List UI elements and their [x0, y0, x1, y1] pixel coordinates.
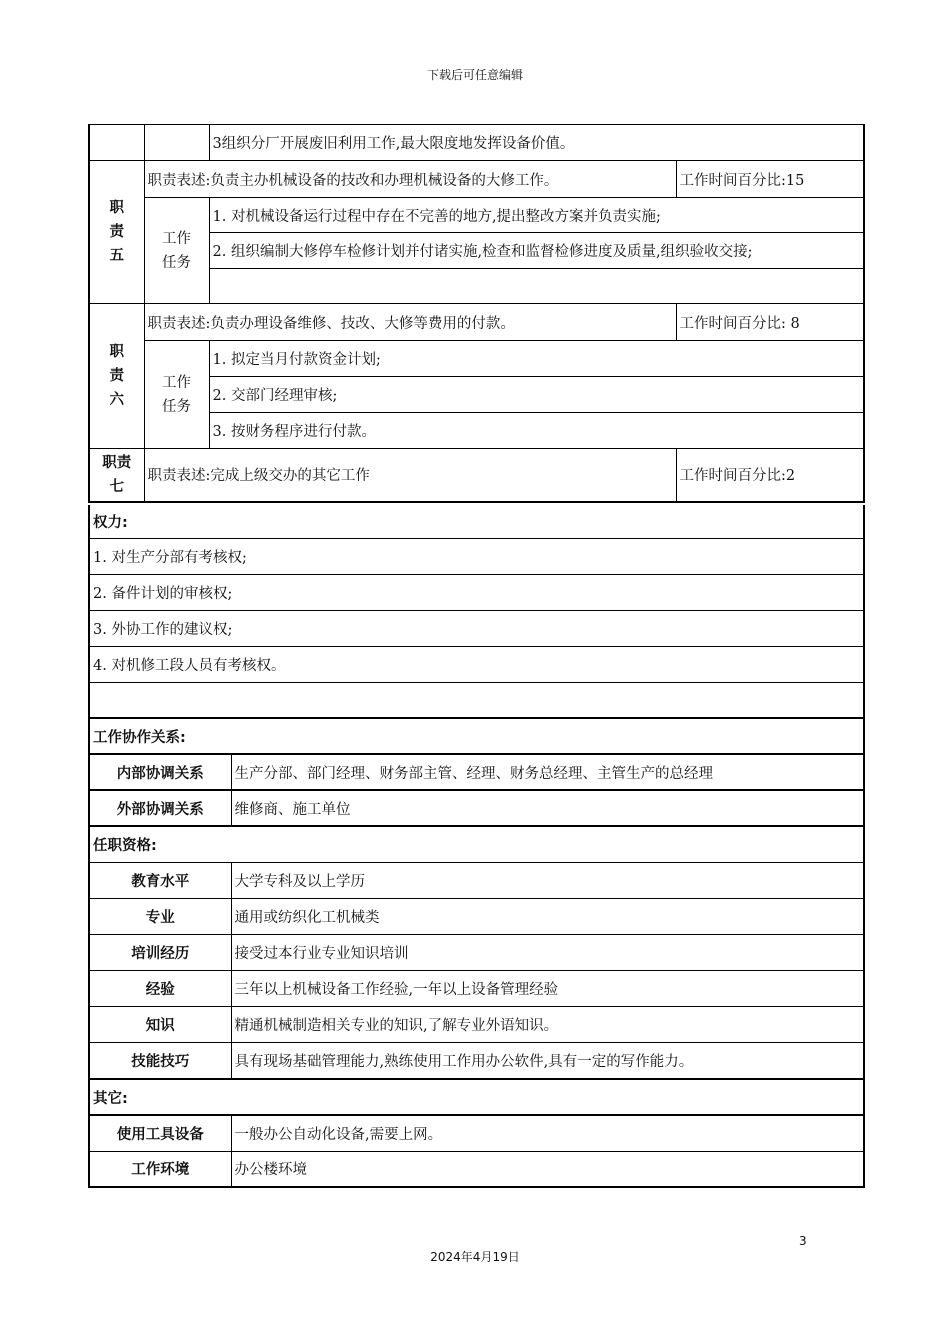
- duty5-time: 工作时间百分比:15: [676, 161, 864, 198]
- qual-experience-label: 经验: [89, 970, 231, 1006]
- other-tools-value: 一般办公自动化设备,需要上网。: [231, 1115, 864, 1151]
- other-tools-label: 使用工具设备: [89, 1115, 231, 1151]
- qual-knowledge-value: 精通机械制造相关专业的知识,了解专业外语知识。: [231, 1006, 864, 1042]
- duty5-desc: 职责表述:负责主办机械设备的技改和办理机械设备的大修工作。: [144, 161, 676, 198]
- duty6-task-2: 2. 交部门经理审核;: [209, 377, 864, 413]
- duty5-task-1: 1. 对机械设备运行过程中存在不完善的地方,提出整改方案并负责实施;: [209, 198, 864, 233]
- duty-cont-task-label: [144, 125, 209, 161]
- authority-item-5: [89, 682, 864, 718]
- info-table: [88, 505, 865, 1188]
- duties-table: [88, 124, 865, 503]
- duty-continuation-row: [89, 125, 864, 161]
- qual-training-label: 培训经历: [89, 934, 231, 970]
- qual-skills-value: 具有现场基础管理能力,熟练使用工作用办公软件,具有一定的写作能力。: [231, 1042, 864, 1079]
- page-header: 下载后可任意编辑: [426, 68, 523, 82]
- duty6-task-3: 3. 按财务程序进行付款。: [209, 413, 864, 449]
- authority-item-2: 2. 备件计划的审核权;: [89, 574, 864, 610]
- qual-education-label: 教育水平: [89, 862, 231, 898]
- qual-major-label: 专业: [89, 898, 231, 934]
- duty6-task-1: 1. 拟定当月付款资金计划;: [209, 341, 864, 377]
- authority-title: 权力:: [89, 505, 864, 538]
- authority-item-3: 3. 外协工作的建议权;: [89, 610, 864, 646]
- duty6-task-label: 工作 任务: [144, 341, 209, 449]
- page-number: 3: [799, 1234, 807, 1248]
- qual-knowledge-label: 知识: [89, 1006, 231, 1042]
- authority-item-1: 1. 对生产分部有考核权;: [89, 538, 864, 574]
- qualification-title: 任职资格:: [89, 826, 864, 862]
- coop-external-label: 外部协调关系: [89, 790, 231, 826]
- qual-major-value: 通用或纺织化工机械类: [231, 898, 864, 934]
- other-environment-label: 工作环境: [89, 1151, 231, 1187]
- coop-internal-label: 内部协调关系: [89, 754, 231, 790]
- qual-training-value: 接受过本行业专业知识培训: [231, 934, 864, 970]
- coop-external-value: 维修商、施工单位: [231, 790, 864, 826]
- authority-item-4: 4. 对机修工段人员有考核权。: [89, 646, 864, 682]
- duty6-label: 职 责 六: [89, 304, 144, 449]
- duty6-desc: 职责表述:负责办理设备维修、技改、大修等费用的付款。: [144, 304, 676, 341]
- duty5-label: 职 责 五: [89, 161, 144, 304]
- duty6-time: 工作时间百分比: 8: [676, 304, 864, 341]
- qual-skills-label: 技能技巧: [89, 1042, 231, 1079]
- duty7-label: 职责 七: [89, 449, 144, 502]
- duty5-task-label: 工作 任务: [144, 198, 209, 304]
- other-environment-value: 办公楼环境: [231, 1151, 864, 1187]
- duty7-desc: 职责表述:完成上级交办的其它工作: [144, 449, 676, 502]
- footer-date: 2024年4月19日: [430, 1250, 520, 1264]
- qual-experience-value: 三年以上机械设备工作经验,一年以上设备管理经验: [231, 970, 864, 1006]
- duty5-task-2: 2. 组织编制大修停车检修计划并付诸实施,检查和监督检修进度及质量,组织验收交接;: [209, 233, 864, 269]
- qual-education-value: 大学专科及以上学历: [231, 862, 864, 898]
- duty5-task-3: [209, 269, 864, 304]
- duty-cont-label: [89, 125, 144, 161]
- cooperation-title: 工作协作关系:: [89, 718, 864, 754]
- other-title: 其它:: [89, 1079, 864, 1115]
- duty7-time: 工作时间百分比:2: [676, 449, 864, 502]
- coop-internal-value: 生产分部、部门经理、财务部主管、经理、财务总经理、主管生产的总经理: [231, 754, 864, 790]
- duty-cont-item: 3组织分厂开展废旧利用工作,最大限度地发挥设备价值。: [209, 125, 864, 161]
